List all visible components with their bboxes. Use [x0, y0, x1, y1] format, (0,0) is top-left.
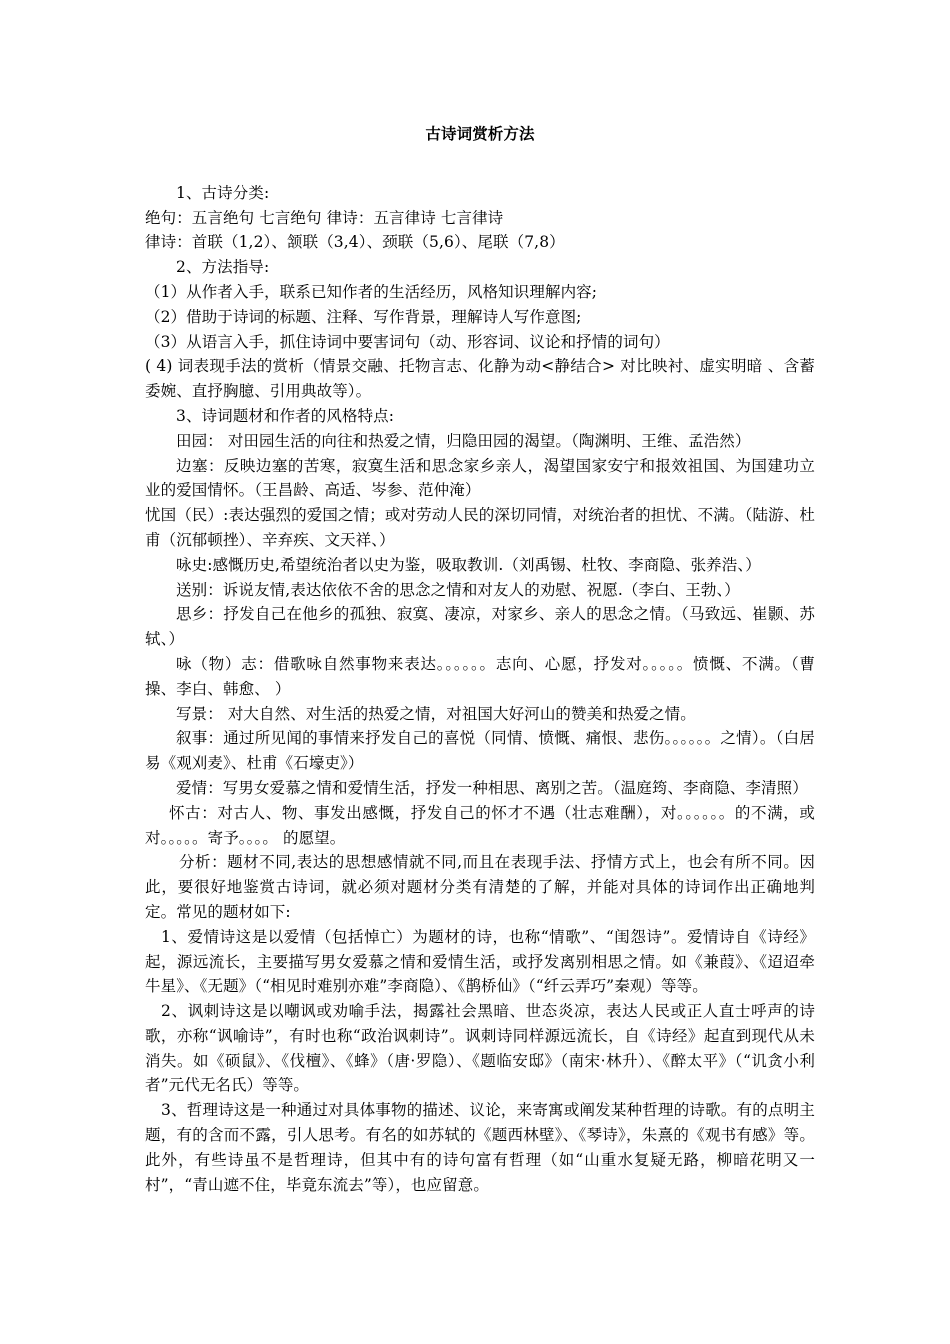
document-body: [145, 122, 815, 1197]
document-title: 古诗词赏析方法: [425, 124, 535, 143]
theme-patriotic: 忧国（民）:表达强烈的爱国之情；或对劳动人民的深切同情，对统治者的担忧、不满。（陆游、杜甫（沉郁顿挫）、辛弃疾、文天祥、）: [145, 506, 815, 549]
method-item-4: ( 4) 词表现手法的赏析（情景交融、托物言志、化静为动<静结合> 对比映衬、虚实明暗 、含蓄委婉、直抒胸臆、引用典故等）。: [145, 357, 815, 401]
section-heading-method: 2、方法指导:: [176, 258, 270, 277]
paragraph-analysis: 分析：题材不同,表达的思想感情就不同,而且在表现手法、抒情方式上，也会有所不同。因此，要很好地鉴赏古诗词，就必须对题材分类有清楚的了解，并能对具体的诗词作出正确地判定。常见的题材如下:: [145, 853, 815, 921]
method-item-3: （3）从语言入手，抓住诗词中要害词句（动、形容词、议论和抒情的词句）: [145, 332, 670, 351]
theme-homesick: 思乡：抒发自己在他乡的孤独、寂寞、凄凉，对家乡、亲人的思念之情。（马致远、崔颢、苏轼、）: [145, 605, 815, 649]
method-item-2: （2）借助于诗词的标题、注释、写作背景，理解诗人写作意图;: [145, 307, 582, 326]
theme-history: 咏史:感慨历史,希望统治者以史为鉴，吸取教训.（刘禹锡、杜牧、李商隐、张养浩、）: [176, 555, 761, 574]
section-heading-themes: 3、诗词题材和作者的风格特点:: [176, 406, 395, 425]
theme-scenery: 写景： 对大自然、对生活的热爱之情，对祖国大好河山的赞美和热爱之情。: [176, 704, 696, 723]
theme-narrative: 叙事：通过所见闻的事情来抒发自己的喜悦（同情、愤慨、痛恨、悲伤。。。。。。之情）。（白居易《观刈麦》、杜甫《石壕吏》）: [145, 729, 815, 773]
paragraph-jueju-lushi: 绝句：五言绝句 七言绝句 律诗：五言律诗 七言律诗: [145, 208, 504, 227]
paragraph-lushi-couplets: 律诗：首联（1,2）、颔联（3,4）、颈联（5,6）、尾联（7,8）: [145, 233, 565, 252]
category-satire-poems: 2、讽刺诗这是以嘲讽或劝喻手法，揭露社会黑暗、世态炎凉，表达人民或正人直士呼声的诗歌，亦称“讽喻诗”，有时也称“政治讽刺诗”。讽刺诗同样源远流长，自《诗经》起直到现代从未消失。如《硕鼠》、《伐檀》、《蜂》（唐·罗隐）、《题临安邸》（南宋·林升）、《醉太平》（“讥贪小利者”元代无名氏）等等。: [145, 1002, 815, 1095]
theme-objects: 咏（物）志：借歌咏自然事物来表达。。。。。。志向、心愿，抒发对。。。。。愤慨、不满。（曹操、李白、韩愈、 ）: [145, 654, 815, 698]
category-philosophy-poems: 3、哲理诗这是一种通过对具体事物的描述、议论，来寄寓或阐发某种哲理的诗歌。有的点明主题，有的含而不露，引人思考。有名的如苏轼的《题西林壁》、《琴诗》，朱熹的《观书有感》等。此外，有些诗虽不是哲理诗，但其中有的诗句富有哲理（如“山重水复疑无路，柳暗花明又一村”，“青山遮不住，毕竟东流去”等），也应留意。: [145, 1101, 815, 1194]
category-love-poems: 1、爱情诗这是以爱情（包括悼亡）为题材的诗，也称“情歌”、“闺怨诗”。爱情诗自《诗经》起，源远流长，主要描写男女爱慕之情和爱情生活，或抒发离别相思之情。如《兼葭》、《迢迢牵牛星》、《无题》（“相见时难别亦难”李商隐）、《鹊桥仙》（“纤云弄巧”秦观）等等。: [145, 927, 815, 996]
theme-frontier: 边塞：反映边塞的苦寒，寂寞生活和思念家乡亲人，渴望国家安宁和报效祖国、为国建功立业的爱国情怀。（王昌龄、高适、岑参、范仲淹）: [145, 456, 815, 500]
theme-farewell: 送别：诉说友情,表达依依不舍的思念之情和对友人的劝慰、祝愿.（李白、王勃、）: [176, 580, 740, 599]
theme-nostalgia: 怀古：对古人、物、事发出感慨，抒发自己的怀才不遇（壮志难酬），对。。。。。。的不满，或对。。。。。寄予。。。。 的愿望。: [145, 803, 815, 847]
theme-love: 爱情：写男女爱慕之情和爱情生活，抒发一种相思、离别之苦。（温庭筠、李商隐、李清照）: [176, 778, 808, 797]
theme-pastoral: 田园： 对田园生活的向往和热爱之情，归隐田园的渴望。（陶渊明、王维、孟浩然）: [176, 431, 751, 450]
section-heading-classification: 1、古诗分类:: [176, 183, 270, 202]
method-item-1: （1）从作者入手，联系已知作者的生活经历，风格知识理解内容;: [145, 282, 598, 301]
